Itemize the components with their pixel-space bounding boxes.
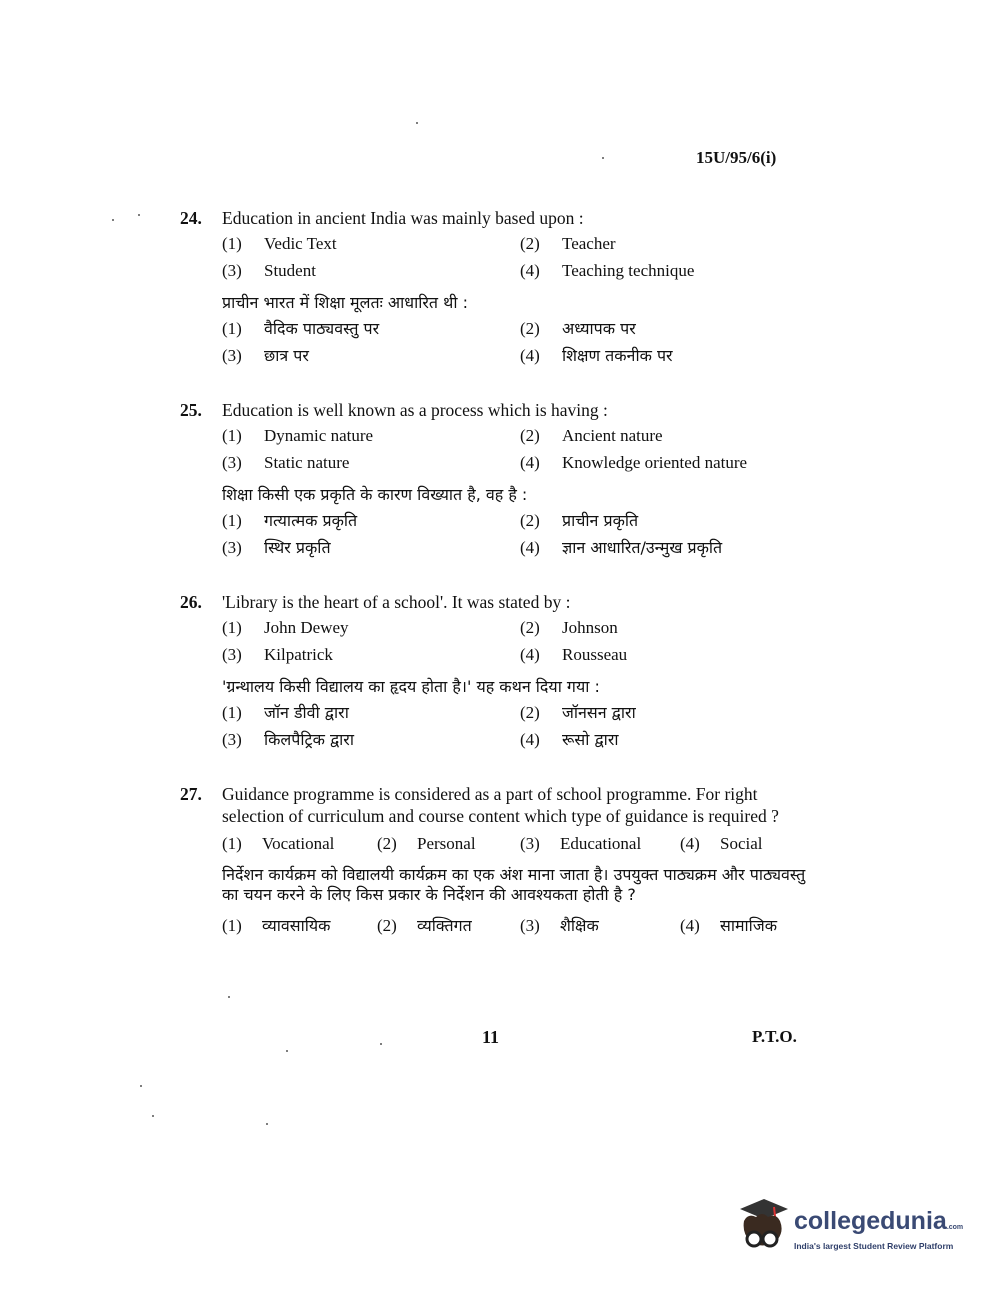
hindi-option-4: (4) शिक्षण तकनीक पर (520, 346, 673, 365)
scan-speck (138, 214, 140, 216)
hindi-option-1: (1) गत्यात्मक प्रकृति (222, 511, 358, 530)
option-4: (4) Social (680, 834, 763, 853)
option-1: (1) Dynamic nature (222, 426, 374, 445)
question-number: 26. (180, 592, 202, 612)
scan-speck (112, 219, 114, 221)
option-2: (2) Ancient nature (520, 426, 663, 445)
hindi-option-1: (1) जॉन डीवी द्वारा (222, 703, 349, 722)
mascot-icon (734, 1195, 792, 1257)
hindi-option-3: (3) छात्र पर (222, 346, 309, 365)
hindi-option-4: (4) सामाजिक (680, 916, 777, 935)
question-number: 27. (180, 784, 202, 804)
hindi-option-3: (3) किलपैट्रिक द्वारा (222, 730, 354, 749)
hindi-option-2: (2) जॉनसन द्वारा (520, 703, 636, 722)
options (222, 233, 820, 282)
pto-label: P.T.O. (752, 1027, 797, 1046)
scan-speck (266, 1123, 268, 1125)
hindi-question-stem: शिक्षा किसी एक प्रकृति के कारण विख्यात है, वह है : (222, 485, 528, 504)
question-stem: 'Library is the heart of a school'. It was stated by : (222, 592, 571, 612)
hindi-options (222, 318, 820, 367)
option-1: (1) Vocational (222, 834, 335, 853)
brand-tagline: India's largest Student Review Platform (794, 1241, 954, 1251)
hindi-option-2: (2) प्राचीन प्रकृति (520, 511, 639, 530)
options (222, 617, 820, 666)
scan-speck (602, 157, 604, 159)
hindi-question-stem: निर्देशन कार्यक्रम को विद्यालयी कार्यक्रम का एक अंश माना जाता है। उपयुक्त पाठ्यक्रम और पाठ्यवस्तु का चयन करने के लिए किस प्रकार के निर्देशन की आवश्यकता होती है ? (222, 865, 806, 904)
scan-speck (152, 1115, 154, 1117)
option-2: (2) Johnson (520, 618, 618, 637)
option-4: (4) Teaching technique (520, 261, 695, 280)
hindi-options (222, 915, 820, 937)
option-4: (4) Knowledge oriented nature (520, 453, 748, 472)
hindi-option-4: (4) रूसो द्वारा (520, 730, 619, 749)
page-number: 11 (482, 1027, 500, 1047)
scan-speck (286, 1050, 288, 1052)
options (222, 425, 820, 474)
hindi-option-4: (4) ज्ञान आधारित/उन्मुख प्रकृति (520, 538, 723, 557)
question-stem: Education in ancient India was mainly based upon : (222, 208, 584, 228)
option-2: (2) Personal (377, 834, 476, 853)
question-stem: Education is well known as a process which is having : (222, 400, 608, 420)
scan-speck (228, 996, 230, 998)
hindi-option-3: (3) स्थिर प्रकृति (222, 538, 331, 557)
hindi-option-1: (1) वैदिक पाठ्यवस्तु पर (222, 319, 380, 338)
question-number: 25. (180, 400, 202, 420)
hindi-option-2: (2) अध्यापक पर (520, 319, 636, 338)
hindi-question-stem: 'ग्रन्थालय किसी विद्यालय का हृदय होता है।' यह कथन दिया गया : (222, 677, 600, 696)
question-27 (180, 783, 820, 937)
option-1: (1) John Dewey (222, 618, 349, 637)
question-24 (180, 207, 820, 367)
question-stem: Guidance programme is considered as a part of school programme. For right selection of curriculum and course content which type of guidance is required ? (222, 784, 779, 826)
hindi-options (222, 510, 820, 559)
paper-code: 15U/95/6(i) (696, 148, 777, 167)
hindi-options (222, 702, 820, 751)
question-25 (180, 399, 820, 559)
question-number: 24. (180, 208, 202, 228)
hindi-question-stem: प्राचीन भारत में शिक्षा मूलतः आधारित थी : (222, 293, 468, 312)
scan-speck (380, 1043, 382, 1045)
hindi-option-2: (2) व्यक्तिगत (377, 916, 472, 935)
collegedunia-logo (734, 1195, 964, 1260)
question-26 (180, 591, 820, 751)
option-3: (3) Student (222, 261, 316, 280)
option-1: (1) Vedic Text (222, 234, 337, 253)
brand-name: collegedunia.com (794, 1207, 964, 1235)
scan-speck (140, 1085, 142, 1087)
option-3: (3) Educational (520, 834, 642, 853)
options (222, 833, 820, 855)
option-3: (3) Static nature (222, 453, 350, 472)
option-2: (2) Teacher (520, 234, 616, 253)
option-3: (3) Kilpatrick (222, 645, 333, 664)
hindi-option-3: (3) शैक्षिक (520, 916, 599, 935)
option-4: (4) Rousseau (520, 645, 628, 664)
hindi-option-1: (1) व्यावसायिक (222, 916, 331, 935)
scan-speck (416, 122, 418, 124)
